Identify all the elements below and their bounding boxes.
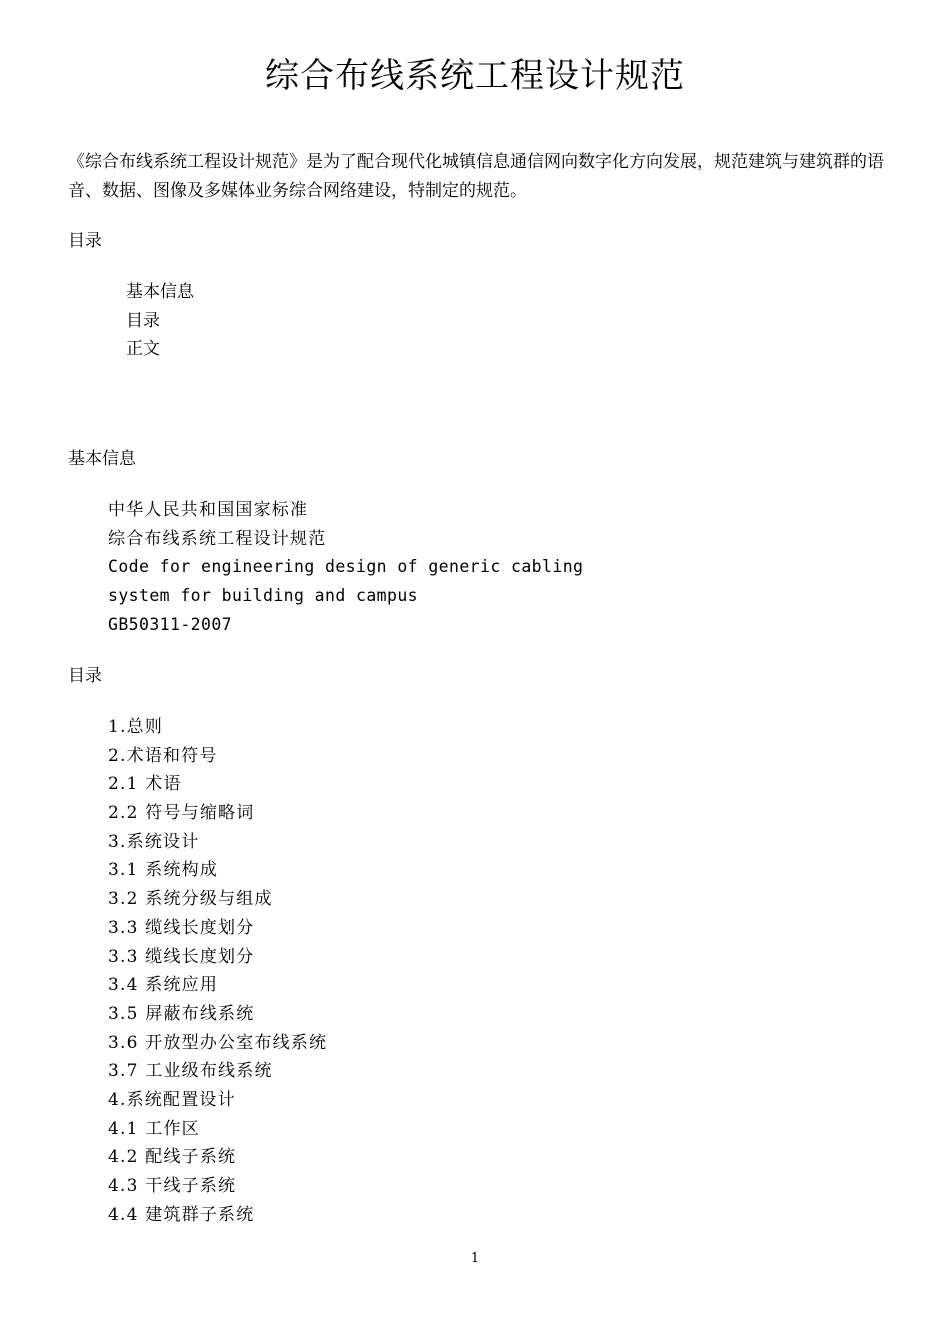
contents-item[interactable]: 3.3 缆线长度划分 <box>108 917 255 938</box>
contents-item[interactable]: 3.1 系统构成 <box>108 860 219 881</box>
contents-list <box>108 713 327 1229</box>
contents-item[interactable]: 2.术语和符号 <box>108 745 218 766</box>
contents-item[interactable]: 3.5 屏蔽布线系统 <box>108 1003 255 1024</box>
contents-item[interactable]: 3.6 开放型办公室布线系统 <box>108 1032 328 1053</box>
basic-info-chinese-title: 综合布线系统工程设计规范 <box>108 528 327 549</box>
contents-item[interactable]: 4.1 工作区 <box>108 1118 200 1139</box>
contents-item[interactable]: 3.7 工业级布线系统 <box>108 1061 273 1082</box>
contents-item[interactable]: 4.4 建筑群子系统 <box>108 1204 255 1225</box>
basic-info-standard-type: 中华人民共和国国家标准 <box>108 500 309 520</box>
contents-item[interactable]: 4.2 配线子系统 <box>108 1147 237 1168</box>
contents-item[interactable]: 4.系统配置设计 <box>108 1089 236 1110</box>
contents-item[interactable]: 3.3 缆线长度划分 <box>108 946 255 967</box>
intro-paragraph: 《综合布线系统工程设计规范》是为了配合现代化城镇信息通信网向数字化方向发展，规范建筑与建筑群的语音、数据、图像及多媒体业务综合网络建设，特制定的规范。 <box>68 152 884 201</box>
basic-info-english-title-line2: system for building and campus <box>108 586 419 606</box>
contents-item[interactable]: 3.2 系统分级与组成 <box>108 889 273 910</box>
basic-info-english-title-line1: Code for engineering design of generic cabling <box>108 557 584 577</box>
toc-link-basic-info[interactable]: 基本信息 <box>126 282 194 302</box>
contents-item[interactable]: 3.系统设计 <box>108 831 200 852</box>
contents-item[interactable]: 4.3 干线子系统 <box>108 1176 237 1196</box>
basic-info-list <box>108 496 583 639</box>
page-number: 1 <box>470 1251 480 1266</box>
contents-item[interactable]: 3.4 系统应用 <box>108 975 219 996</box>
basic-info-standard-number: GB50311-2007 <box>108 614 233 634</box>
toc-list <box>126 278 194 364</box>
contents-item[interactable]: 2.2 符号与缩略词 <box>108 803 255 824</box>
contents-item[interactable]: 2.1 术语 <box>108 774 182 795</box>
contents-heading: 目录 <box>68 666 102 686</box>
toc-heading: 目录 <box>68 231 102 251</box>
basic-info-heading: 基本信息 <box>68 449 136 469</box>
contents-item[interactable]: 1.总则 <box>108 717 164 737</box>
toc-link-contents[interactable]: 目录 <box>126 310 160 331</box>
toc-link-body[interactable]: 正文 <box>126 339 160 360</box>
document-title: 综合布线系统工程设计规范 <box>265 56 685 96</box>
